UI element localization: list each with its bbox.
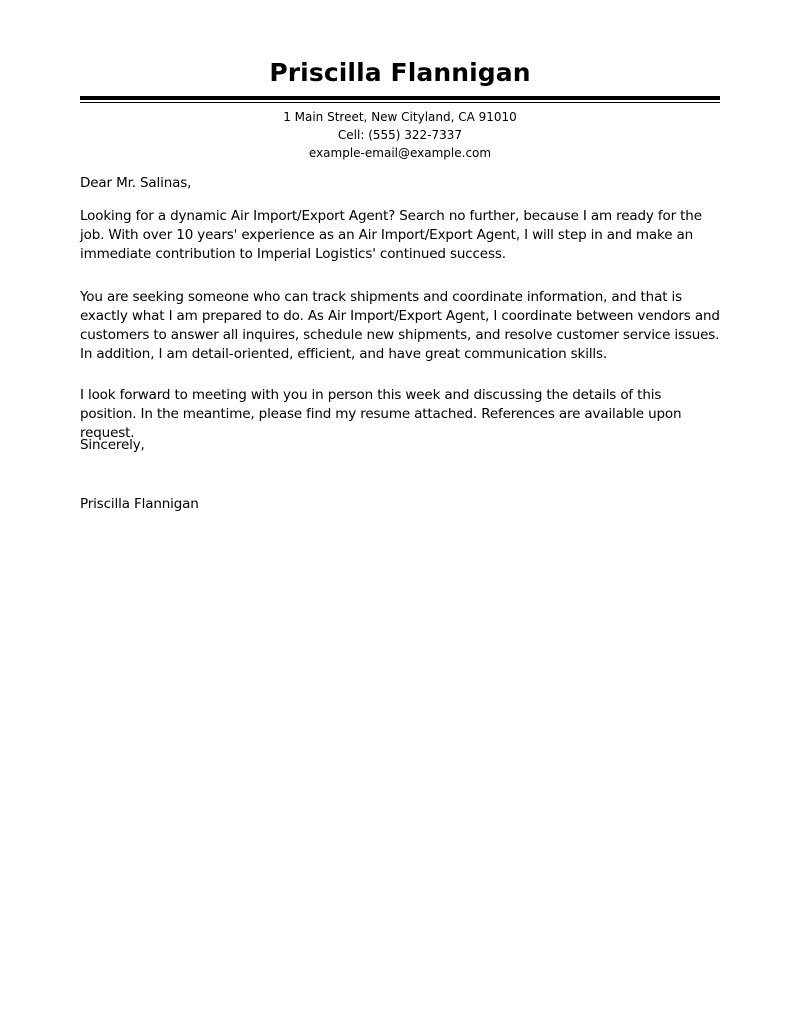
header-rule-thin [80,102,720,103]
contact-block [0,108,800,162]
applicant-name: Priscilla Flannigan [269,58,531,87]
signature-text: Priscilla Flannigan [80,496,199,512]
contact-address: 1 Main Street, New Cityland, CA 91010 [283,110,517,124]
paragraph-text: You are seeking someone who can track shipments and coordinate information, and that is exactly what I am prepared to do. As Air Import/Export Agent, I coordinate between vendors and customers to answer all inquires, schedule new shipments, and resolve customer service issues. In addition, I am detail-oriented, efficient, and have great communication skills. [80,289,720,362]
signature [80,495,720,514]
contact-email: example-email@example.com [308,146,492,160]
header-rule-thick [80,96,720,100]
body-paragraph-3 [80,386,720,443]
salutation-text: Dear Mr. Salinas, [80,175,192,191]
closing [80,436,720,455]
paragraph-text: Looking for a dynamic Air Import/Export Agent? Search no further, because I am ready for the job. With over 10 years' experience as an Air Import/Export Agent, I will step in and make an immediate contribution to Imperial Logistics' continued success. [80,208,702,262]
salutation [80,174,720,193]
paragraph-text: I look forward to meeting with you in person this week and discussing the details of this position. In the meantime, please find my resume attached. References are available upon request. [80,387,682,441]
contact-cell: Cell: (555) 322-7337 [337,128,463,142]
body-paragraph-1 [80,207,720,264]
closing-text: Sincerely, [80,437,145,453]
body-paragraph-2 [80,288,720,364]
